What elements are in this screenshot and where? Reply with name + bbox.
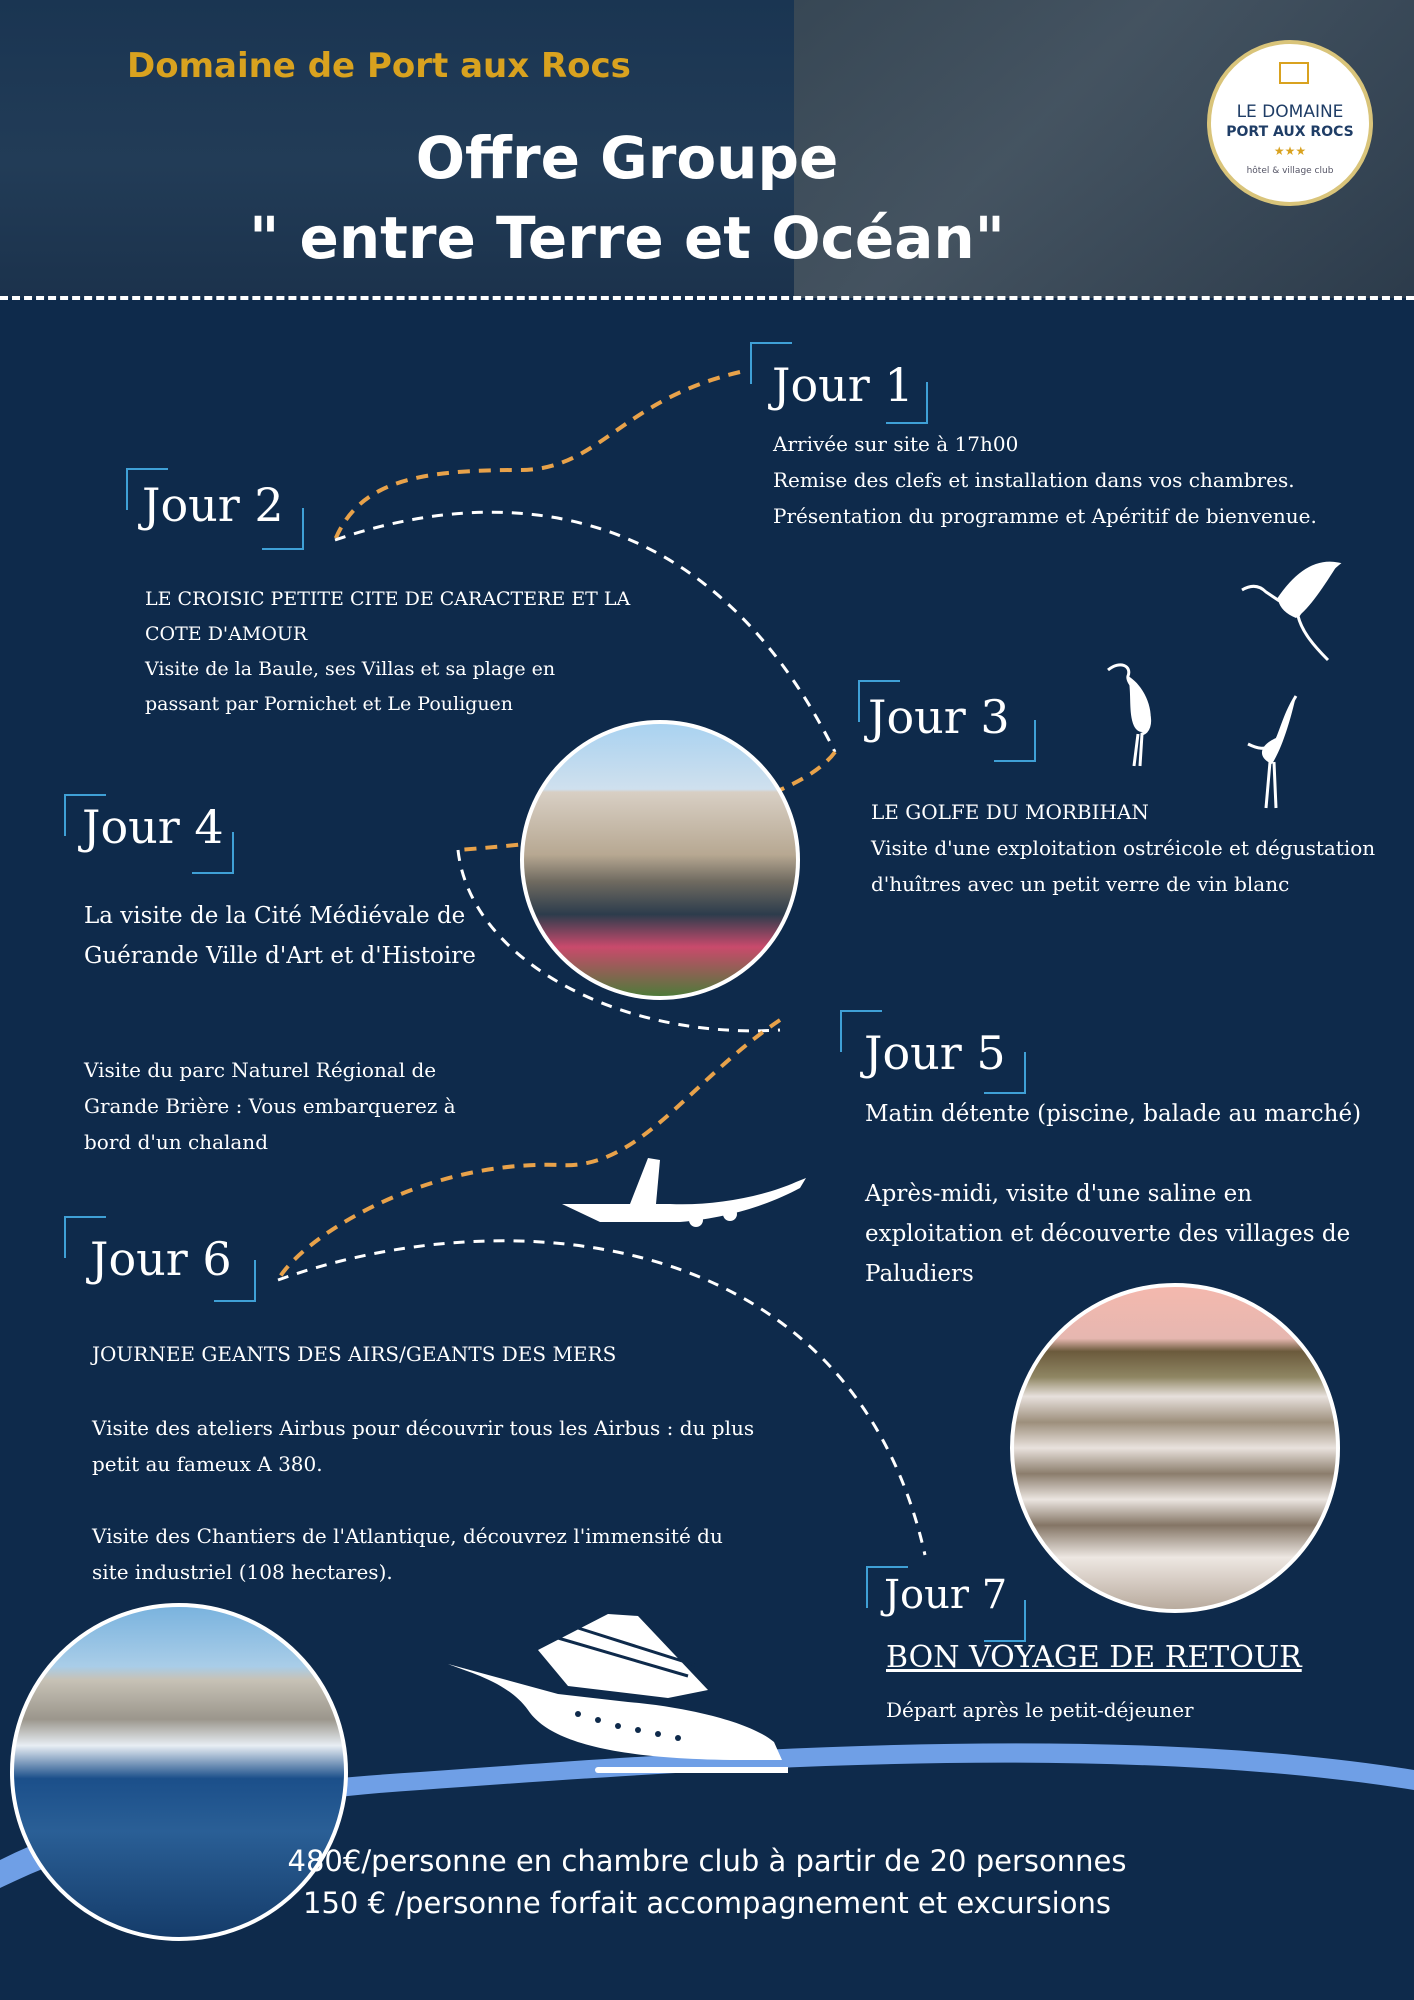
photo-le-croisic-harbour	[520, 720, 800, 1000]
domain-name: Domaine de Port aux Rocs	[127, 46, 631, 86]
day-5-title: Jour 5	[864, 1026, 1006, 1080]
day-1-line: Remise des clefs et installation dans vos chambres.	[773, 468, 1295, 492]
day-6-line: Visite des Chantiers de l'Atlantique, découvrez l'immensité du	[92, 1524, 723, 1548]
heron-icon	[1098, 660, 1188, 770]
day-1-line: Arrivée sur site à 17h00	[773, 432, 1019, 456]
day-5-line: exploitation et découverte des villages de	[865, 1221, 1351, 1247]
day-3-line: LE GOLFE DU MORBIHAN	[871, 800, 1149, 824]
logo-stars: ★★★	[1273, 144, 1307, 158]
pricing	[0, 1840, 1414, 1924]
title-line-2: " entre Terre et Océan"	[249, 204, 1005, 272]
day-6-headline: JOURNEE GEANTS DES AIRS/GEANTS DES MERS	[92, 1342, 617, 1366]
day-6-text-b	[92, 1410, 754, 1482]
day-2-line: Visite de la Baule, ses Villas et sa plage en	[145, 658, 556, 680]
day-3-title: Jour 3	[868, 690, 1010, 744]
route-white-3	[278, 1241, 925, 1555]
day-2-title: Jour 2	[142, 478, 284, 532]
day-6-line: petit au fameux A 380.	[92, 1452, 323, 1476]
day-7-text: Départ après le petit-déjeuner	[886, 1698, 1194, 1722]
cruise-ship-icon	[448, 1610, 788, 1780]
price-line-1: 480€/personne en chambre club à partir de 20 personnes	[287, 1844, 1127, 1878]
airplane-icon	[560, 1152, 810, 1232]
day-4-line: bord d'un chaland	[84, 1130, 268, 1154]
day-4-text-b	[84, 1052, 456, 1160]
day-4-line: Guérande Ville d'Art et d'Histoire	[84, 943, 476, 969]
day-5-text-b	[865, 1174, 1350, 1294]
price-line-2: 150 € /personne forfait accompagnement et excursions	[303, 1886, 1111, 1920]
logo-line-3: hôtel & village club	[1246, 166, 1334, 176]
day-4-line: Grande Brière : Vous embarquerez à	[84, 1094, 456, 1118]
heron-icon	[1238, 560, 1348, 670]
day-6-title: Jour 6	[90, 1232, 232, 1286]
day-1-line: Présentation du programme et Apéritif de bienvenue.	[773, 504, 1317, 528]
day-5-text-a: Matin détente (piscine, balade au marché)	[865, 1101, 1362, 1127]
day-2-line: passant par Pornichet et Le Pouliguen	[145, 693, 514, 715]
day-5-line: Après-midi, visite d'une saline en	[865, 1181, 1253, 1207]
day-2-line: LE CROISIC PETITE CITE DE CARACTERE ET LA	[145, 588, 631, 610]
day-7-title: Jour 7	[884, 1572, 1008, 1618]
day-3-line: Visite d'une exploitation ostréicole et dégustation	[871, 836, 1376, 860]
day-2-line: COTE D'AMOUR	[145, 623, 308, 645]
day-3-line: d'huîtres avec un petit verre de vin blanc	[871, 872, 1290, 896]
day-6-text-c	[92, 1518, 723, 1590]
photo-salt-marsh	[1010, 1283, 1340, 1613]
day-4-text-a	[84, 896, 476, 976]
day-1-text	[773, 426, 1317, 534]
day-4-line: Visite du parc Naturel Régional de	[84, 1058, 437, 1082]
day-3-text	[871, 794, 1375, 902]
day-4-title: Jour 4	[82, 800, 224, 854]
day-7-headline: BON VOYAGE DE RETOUR	[886, 1640, 1302, 1675]
logo-line-2: PORT AUX ROCS	[1226, 124, 1354, 140]
day-4-line: La visite de la Cité Médiévale de	[84, 903, 466, 929]
day-1-title: Jour 1	[772, 358, 914, 412]
day-6-line: site industriel (108 hectares).	[92, 1560, 393, 1584]
day-2-text	[145, 582, 630, 722]
day-6-line: Visite des ateliers Airbus pour découvrir tous les Airbus : du plus	[92, 1416, 755, 1440]
logo-line-1: LE DOMAINE	[1236, 102, 1344, 122]
day-5-line: Paludiers	[865, 1261, 974, 1287]
title-line-1: Offre Groupe	[415, 124, 839, 192]
